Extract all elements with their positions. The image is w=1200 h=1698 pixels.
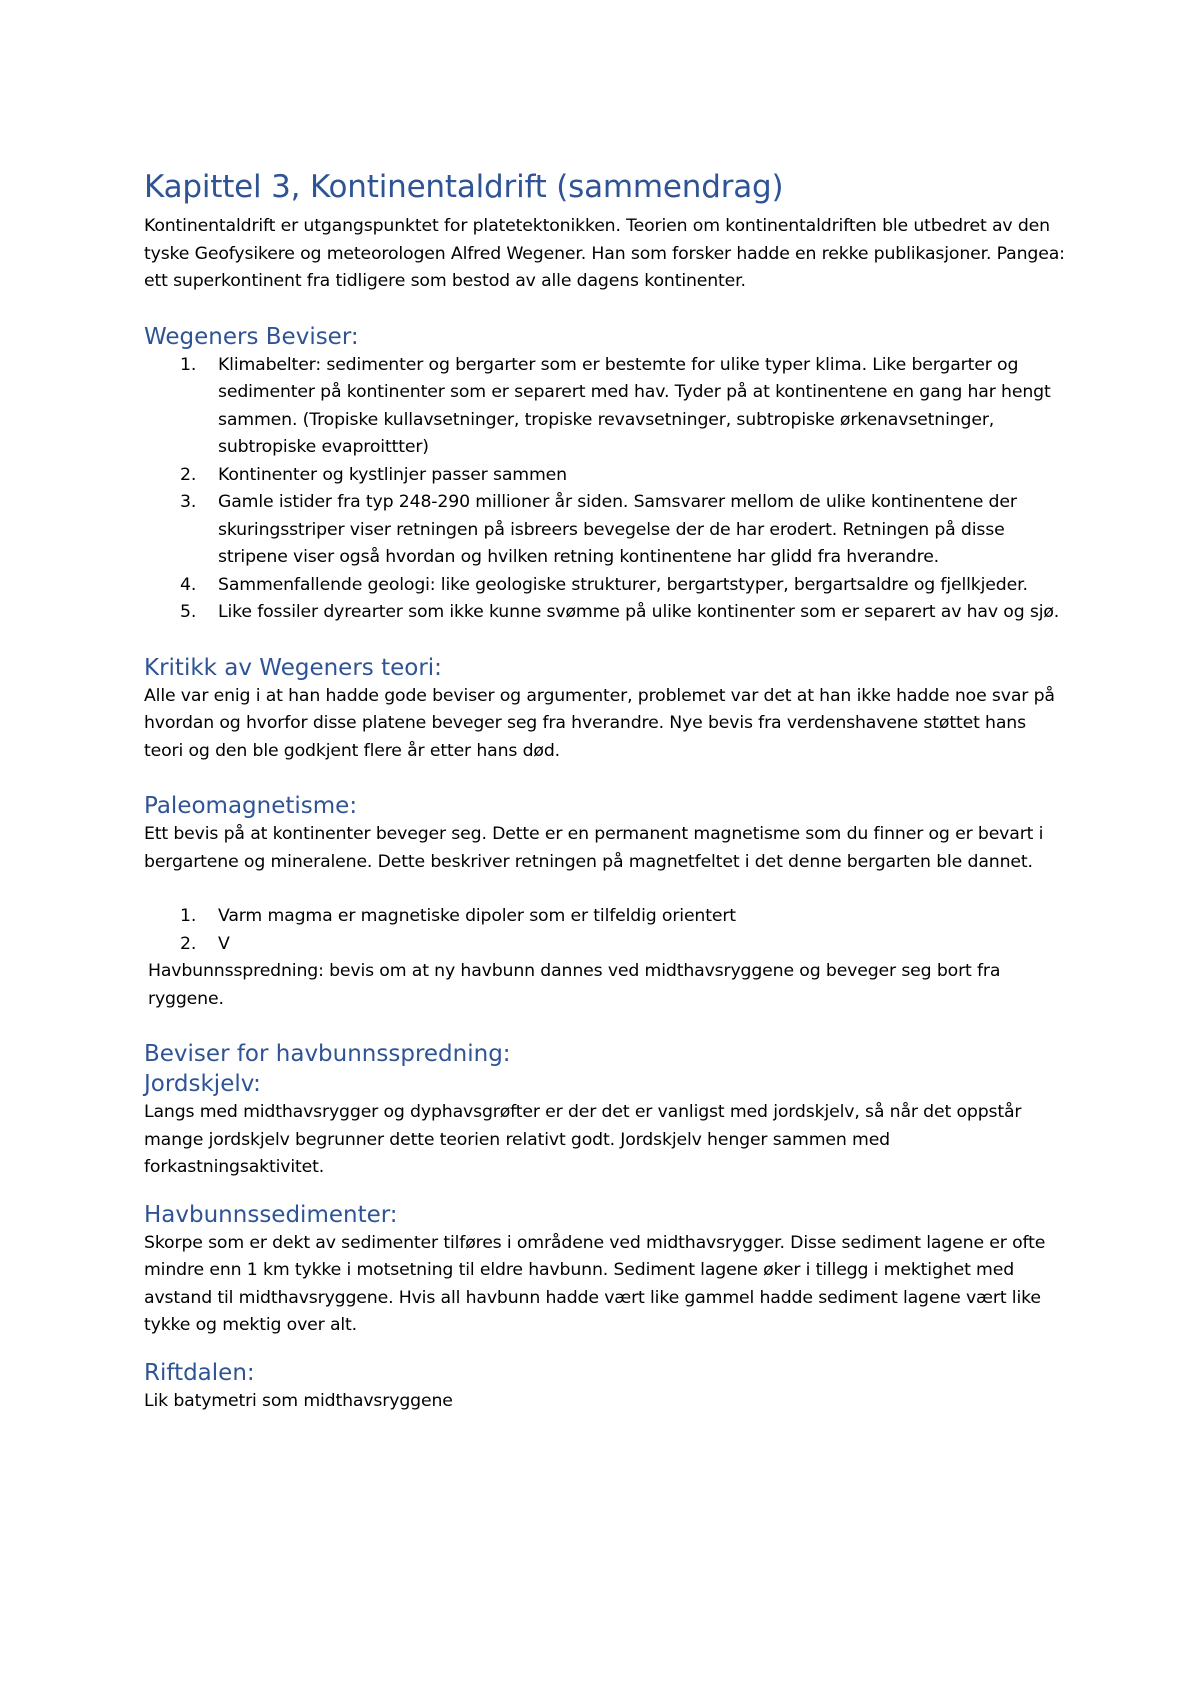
kritikk-paragraph: Alle var enig i at han hadde gode beviser og argumenter, problemet var det at han ikke hadde noe svar på hvordan og hvorfor disse platene beveger seg fra hverandre. Nye bevis fra verdenshavene støttet hans teori og den ble godkjent flere år etter hans død. xyxy=(144,685,1055,761)
jordskjelv-heading: Jordskjelv: xyxy=(144,1071,261,1097)
list-item xyxy=(144,903,1069,931)
rift-paragraph: Lik batymetri som midthavsryggene xyxy=(144,1390,453,1411)
list-item-text: Gamle istider fra typ 248-290 millioner år siden. Samsvarer mellom de ulike kontinentene der skuringsstriper viser retningen på isbreers bevegelse der de har erodert. Retningen på disse stripene viser også hvordan og hvilken retning kontinentene har glidd fra hverandre. xyxy=(218,492,1017,567)
list-number: 1. xyxy=(180,906,197,926)
wegener-heading: Wegeners Beviser: xyxy=(144,323,359,350)
paleo-list xyxy=(144,903,1069,958)
list-item-text: Klimabelter: sedimenter og bergarter som er bestemte for ulike typer klima. Like bergarter og sedimenter på kontinenter som er separert med hav. Tyder på at kontinentene en gang har hengt sammen. (Tropiske kullavsetninger, tropiske revavsetninger, subtropiske ørkenavsetninger, subtropiske evaproittter) xyxy=(218,354,1051,457)
list-item xyxy=(144,599,1069,627)
beviser-heading: Beviser for havbunnsspredning: xyxy=(144,1041,511,1067)
list-item xyxy=(144,352,1069,462)
list-item xyxy=(144,572,1069,600)
list-item-text: Varm magma er magnetiske dipoler som er tilfeldig orientert xyxy=(218,906,736,926)
list-item-text: Sammenfallende geologi: like geologiske strukturer, bergartstyper, bergartsaldre og fjellkjeder. xyxy=(218,574,1028,595)
paleo-heading: Paleomagnetisme: xyxy=(144,793,358,819)
list-number: 4. xyxy=(180,574,197,595)
list-item xyxy=(144,462,1069,490)
document-page xyxy=(144,168,1069,1415)
intro-paragraph: Kontinentaldrift er utgangspunktet for platetektonikken. Teorien om kontinentaldriften ble utbedret av den tyske Geofysikere og meteorologen Alfred Wegener. Han som forsker hadde en rekke publikasjoner. Pangea: ett superkontinent fra tidligere som bestod av alle dagens kontinenter. xyxy=(144,216,1065,291)
rift-heading: Riftdalen: xyxy=(144,1359,255,1386)
list-number: 3. xyxy=(180,492,197,512)
paleo-paragraph: Ett bevis på at kontinenter beveger seg. Dette er en permanent magnetisme som du finner og er bevart i bergartene og mineralene. Dette beskriver retningen på magnetfeltet i det denne bergarten ble dannet. xyxy=(144,824,1044,872)
list-item-text: Kontinenter og kystlinjer passer sammen xyxy=(218,464,567,485)
list-number: 5. xyxy=(180,602,197,622)
havbunnsspredning-paragraph: Havbunnsspredning: bevis om at ny havbunn dannes ved midthavsryggene og beveger seg bort fra ryggene. xyxy=(148,961,1001,1009)
jordskjelv-paragraph: Langs med midthavsrygger og dyphavsgrøfter er der det er vanligst med jordskjelv, så når det oppstår mange jordskjelv begrunner dette teorien relativt godt. Jordskjelv henger sammen med forkastningsaktivitet. xyxy=(144,1102,1022,1177)
list-number: 2. xyxy=(180,933,197,954)
sediment-paragraph: Skorpe som er dekt av sedimenter tilføres i områdene ved midthavsrygger. Disse sediment lagene er ofte mindre enn 1 km tykke i motsetning til eldre havbunn. Sediment lagene øker i tillegg i mektighet med avstand til midthavsryggene. Hvis all havbunn hadde vært like gammel hadde sediment lagene vært like tykke og mektig over alt. xyxy=(144,1232,1046,1335)
kritikk-heading: Kritikk av Wegeners teori: xyxy=(144,654,442,681)
list-item-text: Like fossiler dyrearter som ikke kunne svømme på ulike kontinenter som er separert av hav og sjø. xyxy=(218,602,1060,622)
document-title: Kapittel 3, Kontinentaldrift (sammendrag) xyxy=(144,169,784,205)
wegener-list xyxy=(144,352,1069,627)
list-number: 1. xyxy=(180,354,197,375)
list-item xyxy=(144,931,1069,959)
list-item xyxy=(144,489,1069,572)
spacer xyxy=(144,876,1069,903)
list-number: 2. xyxy=(180,464,197,485)
sediment-heading: Havbunnssedimenter: xyxy=(144,1201,398,1228)
list-item-text: V xyxy=(218,933,230,954)
